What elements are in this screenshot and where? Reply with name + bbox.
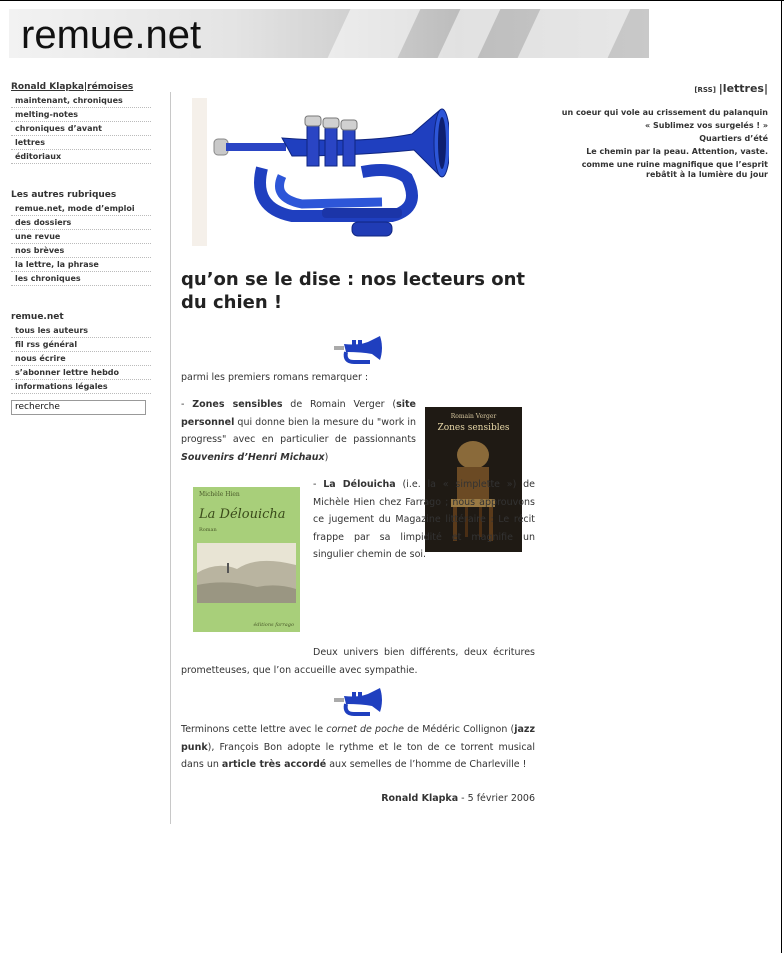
trumpet-illustration [192, 98, 449, 246]
bullet: - [313, 479, 324, 490]
section-title-rkr[interactable]: Ronald Klapka|rémoises [11, 82, 134, 92]
section-title-remue: remue.net [11, 312, 64, 322]
book2-cover [193, 487, 300, 632]
nav-item[interactable]: nous écrire [11, 352, 151, 366]
signature [181, 790, 535, 808]
right-link[interactable]: un coeur qui vole au crissement du palanquin [561, 108, 768, 117]
book2-cover-author: Michèle Hien [199, 491, 240, 498]
banner-stripe [518, 9, 631, 58]
nav-list-rubriques [11, 202, 151, 286]
text: aux semelles de l’homme de Charleville ! [326, 759, 527, 771]
closing-paragraph [181, 721, 535, 774]
book2-title: La Délouicha [323, 479, 396, 490]
right-border [781, 0, 782, 953]
nav-item[interactable]: éditoriaux [11, 150, 151, 164]
left-sidebar [11, 82, 151, 415]
signature-date: - 5 février 2006 [458, 793, 535, 804]
site-link[interactable]: site personnel [181, 399, 416, 428]
right-link[interactable]: comme une ruine magnifique que l’esprit rebâtit à la lumière du jour [581, 160, 768, 179]
banner-stripe [328, 9, 421, 58]
nav-item[interactable]: lettres [11, 136, 151, 150]
book2-paragraph [313, 476, 535, 564]
text: qui donne bien la mesure du "work in progress" avec en particulier de passionnants [181, 416, 416, 446]
text: ) [324, 451, 329, 463]
banner-stripe [438, 9, 501, 58]
text: (i.e. la « simplette ») de Michèle Hien chez Farrago ; nous approuvons ce jugement du Magazine littéraire : Le récit frappe par sa limpidité et magnifie un singulier chemin de soi. [313, 479, 535, 561]
nav-item[interactable]: s’abonner lettre hebdo [11, 366, 151, 380]
nav-item[interactable]: la lettre, la phrase [11, 258, 151, 272]
search-input[interactable] [11, 400, 146, 415]
article-headline: qu’on se le dise : nos lecteurs ont du chien ! [181, 269, 526, 313]
right-link[interactable]: Le chemin par la peau. Attention, vaste. [586, 147, 768, 156]
right-link[interactable]: Quartiers d’été [699, 134, 768, 143]
jazz-punk-link[interactable]: jazz punk [181, 724, 535, 753]
bullet: - [181, 399, 193, 410]
section-title-rubriques: Les autres rubriques [11, 190, 117, 200]
rss-link[interactable]: [RSS] [694, 86, 716, 94]
emphasis: cornet de poche [326, 724, 404, 735]
right-sidebar [560, 82, 768, 180]
intro-paragraph: parmi les premiers romans remarquer : [181, 372, 369, 383]
nav-list-rkr [11, 94, 151, 164]
nav-item[interactable]: des dossiers [11, 216, 151, 230]
book1-title: Zones sensibles [192, 399, 283, 410]
site-logo[interactable]: remue.net [21, 13, 202, 57]
signature-author[interactable]: Ronald Klapka [381, 793, 459, 804]
book2-cover-publisher: éditions farrago [253, 622, 294, 628]
top-border [0, 0, 784, 1]
rss-row [560, 82, 768, 95]
landscape-illustration [197, 543, 296, 603]
nav-item[interactable]: fil rss général [11, 338, 151, 352]
article-link[interactable]: article très accordé [221, 759, 327, 771]
site-banner[interactable] [9, 9, 649, 58]
book2-cover-title: La Délouicha [199, 507, 286, 522]
conclusion-paragraph: Deux univers bien différents, deux écritures prometteuses, que l’on accueille avec sympathie. [181, 647, 535, 676]
emphasis: Souvenirs d’Henri Michaux [181, 451, 325, 463]
text: Terminons cette lettre avec le [181, 724, 327, 735]
nav-item[interactable]: chroniques d’avant [11, 122, 151, 136]
small-trumpet-icon [332, 686, 384, 716]
small-trumpet-icon [332, 334, 384, 364]
text: de Romain Verger ( [282, 399, 397, 410]
nav-item[interactable]: remue.net, mode d’emploi [11, 202, 151, 216]
nav-item[interactable]: melting-notes [11, 108, 151, 122]
nav-item[interactable]: tous les auteurs [11, 324, 151, 338]
book2-cover-genre: Roman [199, 527, 217, 533]
lettres-link[interactable]: |lettres| [718, 82, 768, 95]
book1-paragraph [181, 396, 416, 466]
text: de Médéric Collignon ( [403, 724, 515, 735]
column-divider [170, 92, 171, 824]
book1-cover-title: Zones sensibles [437, 423, 510, 433]
nav-item[interactable]: maintenant, chroniques [11, 94, 151, 108]
nav-item[interactable]: les chroniques [11, 272, 151, 286]
book1-cover-author: Romain Verger [450, 413, 497, 420]
nav-item[interactable]: nos brèves [11, 244, 151, 258]
right-link[interactable]: « Sublimez vos surgelés ! » [645, 121, 768, 130]
text: ), François Bon adopte le rythme et le ton de ce torrent musical dans un [181, 741, 535, 771]
nav-item[interactable]: une revue [11, 230, 151, 244]
nav-list-remue [11, 324, 151, 394]
nav-item[interactable]: informations légales [11, 380, 151, 394]
